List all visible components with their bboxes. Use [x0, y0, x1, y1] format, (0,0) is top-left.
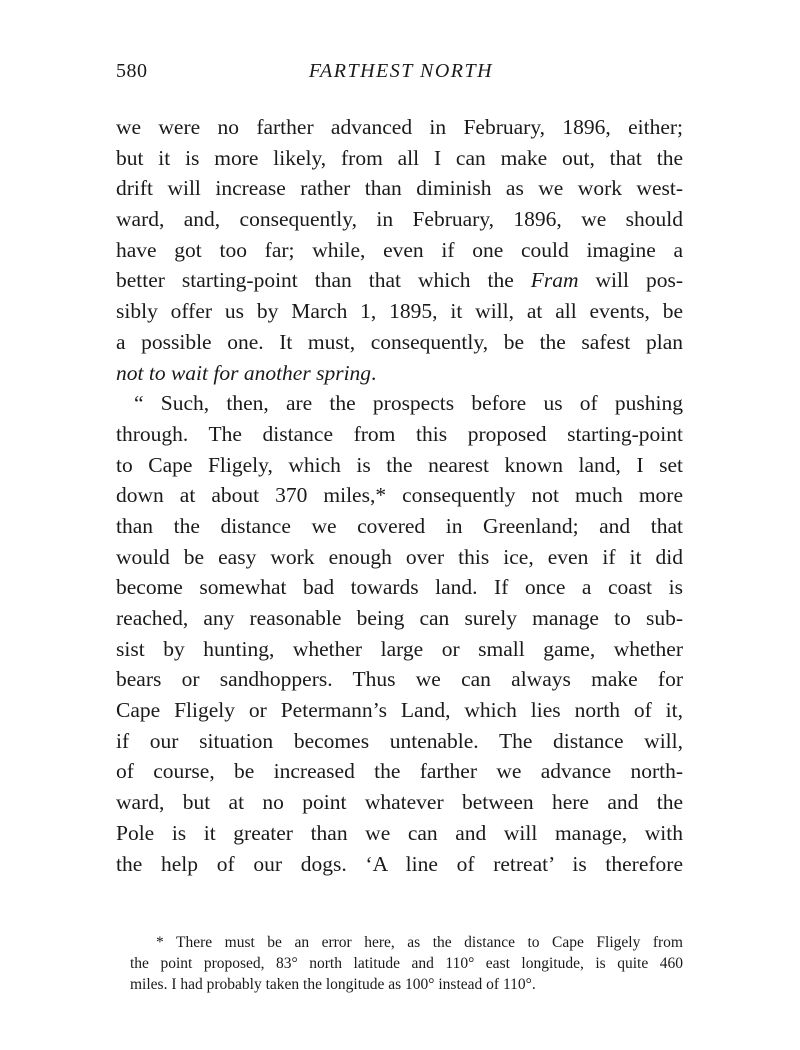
footnote-line: miles. I had probably taken the longitude as 100° instead of 110°. — [130, 976, 536, 993]
text-line: drift will increase rather than diminish as we work west- — [116, 176, 683, 201]
text-line: Cape Fligely or Petermann’s Land, which lies north of it, — [116, 698, 683, 723]
text-line: but it is more likely, from all I can make out, that the — [116, 145, 683, 170]
text-run: will pos- — [578, 268, 683, 293]
text-line: the help of our dogs. ‘A line of retreat’ is therefore — [116, 851, 683, 876]
text-run: better starting-point than that which the — [116, 268, 531, 293]
italic-ship-name: Fram — [530, 268, 579, 293]
text-line: have got too far; while, even if one could imagine a — [116, 237, 683, 262]
page-number: 580 — [116, 60, 148, 82]
text-line: through. The distance from this proposed starting-point — [116, 421, 683, 446]
text-line: down at about 370 miles,* consequently not much more — [116, 483, 683, 508]
text-line: sibly offer us by March 1, 1895, it will, at all events, be — [116, 299, 683, 324]
text-line: Pole is it greater than we can and will manage, with — [116, 820, 683, 845]
page-header — [116, 60, 686, 86]
body-text — [116, 112, 683, 879]
text-line: we were no farther advanced in February, 1896, either; — [116, 115, 683, 139]
text-line: sist by hunting, whether large or small game, whether — [116, 636, 683, 661]
text-line: a possible one. It must, consequently, be the safest plan — [116, 329, 683, 354]
text-line: ward, and, consequently, in February, 1896, we should — [116, 207, 683, 232]
text-line: of course, be increased the farther we advance north- — [116, 759, 683, 784]
text-line: than the distance we covered in Greenland; and that — [116, 513, 683, 538]
text-line: reached, any reasonable being can surely manage to sub- — [116, 606, 683, 630]
text-line: “ Such, then, are the prospects before us of pushing — [134, 391, 683, 416]
text-line: would be easy work enough over this ice, even if it did — [116, 544, 683, 569]
footnote-line: * There must be an error here, as the distance to Cape Fligely from — [156, 934, 683, 951]
text-line — [116, 358, 683, 389]
text-line — [116, 265, 683, 296]
text-line: ward, but at no point whatever between here and the — [116, 790, 683, 815]
italic-emphasis: not to wait for another spring — [116, 360, 372, 385]
footnote — [130, 932, 683, 995]
text-line: if our situation becomes untenable. The distance will, — [116, 728, 683, 753]
running-head: FARTHEST NORTH — [308, 60, 494, 82]
footnote-line: the point proposed, 83° north latitude and 110° east longitude, is quite 460 — [130, 955, 683, 972]
text-line: become somewhat bad towards land. If once a coast is — [116, 575, 683, 600]
text-run: . — [371, 360, 377, 385]
text-line: to Cape Fligely, which is the nearest known land, I set — [116, 452, 683, 477]
text-line: bears or sandhoppers. Thus we can always make for — [116, 667, 683, 692]
